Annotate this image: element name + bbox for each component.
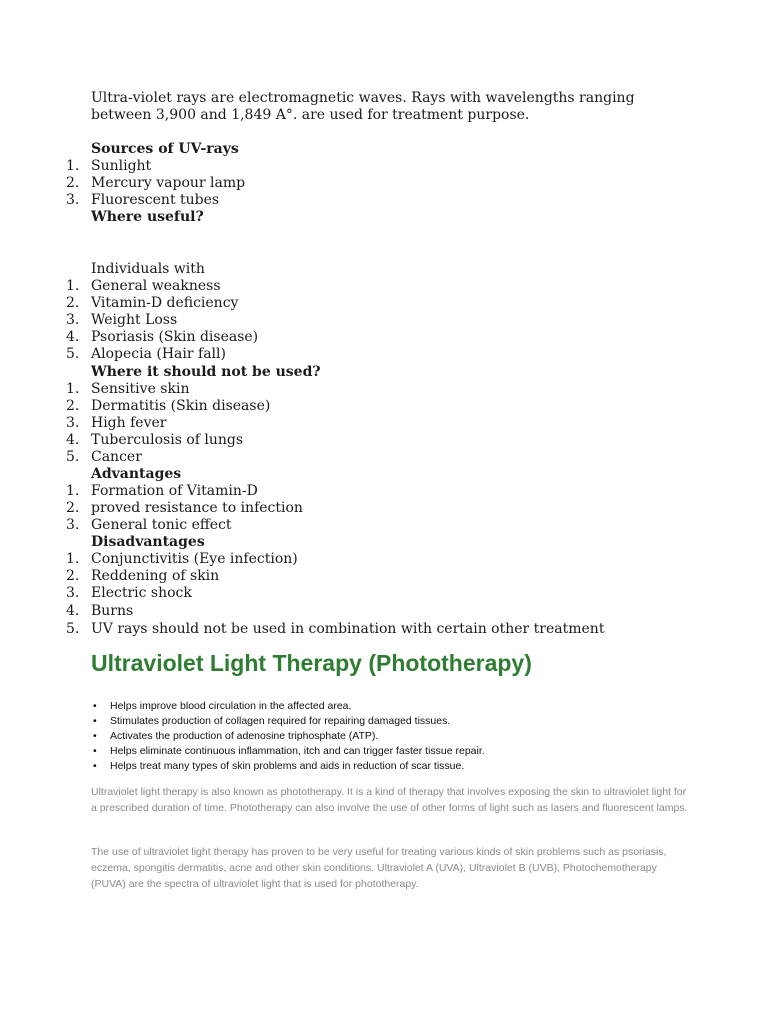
sources-heading: Sources of UV-rays xyxy=(91,141,239,157)
document-page: Ultra-violet rays are electromagnetic waves. Rays with wavelengths ranging between 3,900 and 1,849 A°. are used for treatment purpose. Sources of UV-rays 1. Sunlight 2. Mercury vapour lamp 3. Fluorescent tubes Where useful? Individuals with 1. General weakness 2. Vitamin-D deficiency 3. Weight Loss 4. Psoriasis (Skin disease) 5. Alopecia (Hair fall) Where it should not be used? 1. Sensitive skin 2. Dermatitis (Skin disease) 3. High fever 4. Tuberculosis of lungs 5. Cancer Advantages 1. Formation of Vitamin-D 2. proved resistance to infection 3. General tonic effect Disadvantages 1. Conjunctivitis (Eye infection) 2. Reddening of skin 3. Electric shock 4. Burns 5. UV rays should not be used in combination with certain other treatment Ultraviolet Light Therapy (Phototherapy) • Helps improve blood circulation in the affected area. • Stimulates production of collagen required for repairing damaged tissues. • Activates the production of adenosine triphosphate (ATP). • Helps eliminate continuous inflammation, itch and can trigger faster tissue repair. • Helps treat many types of skin problems and aids in reduction of scar tissue. Ultraviolet light therapy is also known as phototherapy. It is a kind of therapy that involves exposing the skin to ultraviolet light for a prescribed duration of time. Phototherapy can also involve the use of other forms of light such as lasers and fluorescent lamps. The use of ultraviolet light therapy has proven to be very useful for treating various kinds of skin problems such as psoriasis, eczema, spongitis dermatitis, acne and other skin conditions. Ultraviolet A (UVA), Ultraviolet B (UVB), Photochemotherapy (PUVA) are the spectra of ultraviolet light that is used for phototherapy. xyxy=(0,0,768,1024)
therapy-paragraph-1: Ultraviolet light therapy is also known as phototherapy. It is a kind of therapy that involves exposing the skin to ultraviolet light for a prescribed duration of time. Phototherapy can also involve the use of other forms of light such as lasers and fluorescent lamps. xyxy=(91,786,688,814)
bullet-icon: • xyxy=(93,745,97,757)
where-useful-heading: Where useful? xyxy=(91,209,204,225)
bullet-icon: • xyxy=(93,760,97,772)
bullet-icon: • xyxy=(93,715,97,727)
advantages-heading: Advantages xyxy=(91,466,182,482)
intro-paragraph: Ultra-violet rays are electromagnetic waves. Rays with wavelengths ranging between 3,900 and 1,849 A°. are used for treatment purpose. xyxy=(91,90,635,123)
bullet-icon: • xyxy=(93,730,97,742)
disadvantages-heading: Disadvantages xyxy=(91,534,205,550)
individuals-lead: Individuals with xyxy=(91,261,205,277)
therapy-paragraph-2: The use of ultraviolet light therapy has proven to be very useful for treating various kinds of skin problems such as psoriasis, eczema, spongitis dermatitis, acne and other skin conditions. Ultraviolet A (UVA), Ultraviolet B (UVB), Photochemotherapy (PUVA) are the spectra of ultraviolet light that is used for phototherapy. xyxy=(91,846,667,890)
not-used-heading: Where it should not be used? xyxy=(91,364,321,380)
therapy-title: Ultraviolet Light Therapy (Phototherapy) xyxy=(91,650,532,676)
bullet-icon: • xyxy=(93,700,97,712)
